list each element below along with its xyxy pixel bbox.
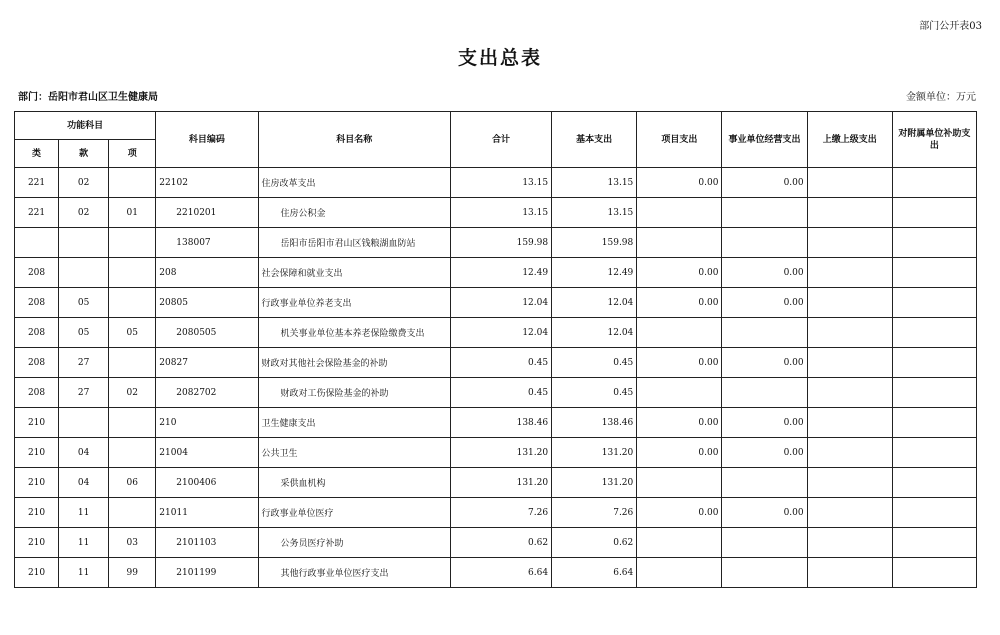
cell-lei: 210: [15, 528, 59, 558]
cell-business: 0.00: [722, 168, 807, 198]
cell-total: 131.20: [450, 438, 551, 468]
cell-project: 0.00: [637, 288, 722, 318]
cell-total: 0.45: [450, 378, 551, 408]
cell-project: 0.00: [637, 498, 722, 528]
cell-kuan: 27: [59, 378, 109, 408]
cell-subsidy: [892, 318, 976, 348]
table-row: [15, 168, 977, 198]
cell-project: 0.00: [637, 168, 722, 198]
cell-kuan: 04: [59, 438, 109, 468]
header-kuan: 款: [59, 140, 109, 168]
cell-total: 0.62: [450, 528, 551, 558]
cell-subsidy: [892, 288, 976, 318]
cell-name: 住房公积金: [258, 198, 450, 228]
cell-kuan: [59, 228, 109, 258]
table-row: [15, 288, 977, 318]
cell-business: [722, 228, 807, 258]
cell-total: 12.49: [450, 258, 551, 288]
cell-business: [722, 468, 807, 498]
cell-upper: [807, 168, 892, 198]
cell-xiang: [109, 168, 156, 198]
cell-upper: [807, 468, 892, 498]
cell-lei: 210: [15, 468, 59, 498]
header-total: 合计: [450, 112, 551, 168]
cell-project: 0.00: [637, 438, 722, 468]
cell-lei: 208: [15, 288, 59, 318]
cell-upper: [807, 438, 892, 468]
cell-total: 131.20: [450, 468, 551, 498]
cell-xiang: [109, 408, 156, 438]
cell-lei: 210: [15, 498, 59, 528]
cell-business: 0.00: [722, 438, 807, 468]
cell-subsidy: [892, 438, 976, 468]
cell-total: 13.15: [450, 198, 551, 228]
cell-name: 行政事业单位医疗: [258, 498, 450, 528]
cell-project: [637, 468, 722, 498]
cell-business: [722, 558, 807, 588]
cell-kuan: 11: [59, 498, 109, 528]
cell-business: 0.00: [722, 288, 807, 318]
cell-subsidy: [892, 378, 976, 408]
cell-total: 12.04: [450, 288, 551, 318]
expenditure-table: [14, 111, 977, 588]
cell-upper: [807, 348, 892, 378]
cell-basic: 138.46: [552, 408, 637, 438]
table-row: [15, 228, 977, 258]
cell-code: 2101199: [156, 558, 258, 588]
header-code: 科目编码: [156, 112, 258, 168]
cell-xiang: 99: [109, 558, 156, 588]
cell-xiang: [109, 228, 156, 258]
cell-project: [637, 558, 722, 588]
header-name: 科目名称: [258, 112, 450, 168]
cell-subsidy: [892, 168, 976, 198]
cell-kuan: 02: [59, 168, 109, 198]
cell-upper: [807, 498, 892, 528]
cell-kuan: [59, 258, 109, 288]
header-business: 事业单位经营支出: [722, 112, 807, 168]
table-row: [15, 438, 977, 468]
cell-upper: [807, 318, 892, 348]
cell-subsidy: [892, 528, 976, 558]
cell-code: 208: [156, 258, 258, 288]
cell-lei: 210: [15, 558, 59, 588]
cell-kuan: 11: [59, 528, 109, 558]
cell-upper: [807, 288, 892, 318]
cell-basic: 159.98: [552, 228, 637, 258]
cell-code: 21011: [156, 498, 258, 528]
cell-subsidy: [892, 258, 976, 288]
cell-xiang: 03: [109, 528, 156, 558]
cell-basic: 12.49: [552, 258, 637, 288]
cell-lei: 208: [15, 258, 59, 288]
header-upper: 上缴上级支出: [807, 112, 892, 168]
cell-kuan: [59, 408, 109, 438]
cell-code: 21004: [156, 438, 258, 468]
unit-label: 金额单位：万元: [906, 92, 976, 103]
cell-lei: 208: [15, 378, 59, 408]
cell-total: 6.64: [450, 558, 551, 588]
table-row: [15, 318, 977, 348]
cell-kuan: 05: [59, 318, 109, 348]
cell-subsidy: [892, 498, 976, 528]
table-row: [15, 528, 977, 558]
cell-business: [722, 528, 807, 558]
table-row: [15, 198, 977, 228]
cell-business: 0.00: [722, 408, 807, 438]
cell-name: 社会保障和就业支出: [258, 258, 450, 288]
cell-kuan: 02: [59, 198, 109, 228]
cell-basic: 13.15: [552, 198, 637, 228]
cell-project: [637, 228, 722, 258]
cell-basic: 12.04: [552, 288, 637, 318]
cell-total: 0.45: [450, 348, 551, 378]
cell-basic: 0.62: [552, 528, 637, 558]
cell-upper: [807, 378, 892, 408]
cell-xiang: 01: [109, 198, 156, 228]
cell-name: 其他行政事业单位医疗支出: [258, 558, 450, 588]
cell-upper: [807, 198, 892, 228]
cell-name: 岳阳市岳阳市君山区钱粮湖血防站: [258, 228, 450, 258]
cell-code: 2080505: [156, 318, 258, 348]
cell-xiang: [109, 258, 156, 288]
cell-subsidy: [892, 198, 976, 228]
cell-xiang: [109, 288, 156, 318]
cell-name: 行政事业单位养老支出: [258, 288, 450, 318]
cell-upper: [807, 258, 892, 288]
cell-kuan: 27: [59, 348, 109, 378]
cell-project: 0.00: [637, 408, 722, 438]
table-row: [15, 498, 977, 528]
cell-basic: 0.45: [552, 348, 637, 378]
cell-code: 20805: [156, 288, 258, 318]
cell-code: 2082702: [156, 378, 258, 408]
cell-basic: 0.45: [552, 378, 637, 408]
cell-upper: [807, 408, 892, 438]
table-row: [15, 258, 977, 288]
cell-code: 138007: [156, 228, 258, 258]
cell-name: 公务员医疗补助: [258, 528, 450, 558]
cell-total: 12.04: [450, 318, 551, 348]
cell-business: 0.00: [722, 258, 807, 288]
cell-kuan: 05: [59, 288, 109, 318]
cell-code: 2101103: [156, 528, 258, 558]
header-project: 项目支出: [637, 112, 722, 168]
cell-name: 财政对工伤保险基金的补助: [258, 378, 450, 408]
cell-kuan: 04: [59, 468, 109, 498]
form-number: 部门公开表03: [919, 21, 982, 32]
cell-basic: 6.64: [552, 558, 637, 588]
cell-total: 159.98: [450, 228, 551, 258]
cell-business: [722, 198, 807, 228]
cell-xiang: 05: [109, 318, 156, 348]
cell-name: 公共卫生: [258, 438, 450, 468]
cell-xiang: 02: [109, 378, 156, 408]
page-title: 支出总表: [457, 47, 542, 69]
cell-code: 210: [156, 408, 258, 438]
cell-lei: 221: [15, 168, 59, 198]
header-func-subject: 功能科目: [15, 112, 156, 140]
cell-project: 0.00: [637, 348, 722, 378]
cell-upper: [807, 558, 892, 588]
table-row: [15, 348, 977, 378]
cell-kuan: 11: [59, 558, 109, 588]
header-lei: 类: [15, 140, 59, 168]
table-row: [15, 558, 977, 588]
cell-project: [637, 528, 722, 558]
cell-project: [637, 378, 722, 408]
cell-subsidy: [892, 228, 976, 258]
header-xiang: 项: [109, 140, 156, 168]
cell-code: 22102: [156, 168, 258, 198]
cell-lei: 210: [15, 438, 59, 468]
cell-xiang: [109, 348, 156, 378]
cell-total: 13.15: [450, 168, 551, 198]
cell-upper: [807, 228, 892, 258]
cell-xiang: [109, 438, 156, 468]
cell-code: 20827: [156, 348, 258, 378]
cell-subsidy: [892, 348, 976, 378]
cell-subsidy: [892, 468, 976, 498]
cell-subsidy: [892, 558, 976, 588]
cell-basic: 7.26: [552, 498, 637, 528]
cell-total: 7.26: [450, 498, 551, 528]
cell-name: 住房改革支出: [258, 168, 450, 198]
cell-lei: 208: [15, 348, 59, 378]
table-row: [15, 378, 977, 408]
cell-name: 卫生健康支出: [258, 408, 450, 438]
cell-code: 2210201: [156, 198, 258, 228]
table-row: [15, 468, 977, 498]
cell-lei: 221: [15, 198, 59, 228]
cell-xiang: [109, 498, 156, 528]
cell-business: 0.00: [722, 498, 807, 528]
cell-business: 0.00: [722, 348, 807, 378]
cell-lei: 208: [15, 318, 59, 348]
cell-basic: 12.04: [552, 318, 637, 348]
cell-project: 0.00: [637, 258, 722, 288]
cell-code: 2100406: [156, 468, 258, 498]
cell-basic: 131.20: [552, 468, 637, 498]
cell-project: [637, 198, 722, 228]
department-label: 部门：岳阳市君山区卫生健康局: [18, 92, 158, 103]
cell-business: [722, 318, 807, 348]
cell-name: 财政对其他社会保险基金的补助: [258, 348, 450, 378]
cell-basic: 131.20: [552, 438, 637, 468]
cell-project: [637, 318, 722, 348]
cell-name: 采供血机构: [258, 468, 450, 498]
cell-upper: [807, 528, 892, 558]
cell-lei: 210: [15, 408, 59, 438]
cell-business: [722, 378, 807, 408]
header-basic: 基本支出: [552, 112, 637, 168]
cell-xiang: 06: [109, 468, 156, 498]
cell-basic: 13.15: [552, 168, 637, 198]
cell-subsidy: [892, 408, 976, 438]
cell-name: 机关事业单位基本养老保险缴费支出: [258, 318, 450, 348]
header-subsidy: 对附属单位补助支出: [892, 112, 976, 168]
cell-lei: [15, 228, 59, 258]
cell-total: 138.46: [450, 408, 551, 438]
table-row: [15, 408, 977, 438]
